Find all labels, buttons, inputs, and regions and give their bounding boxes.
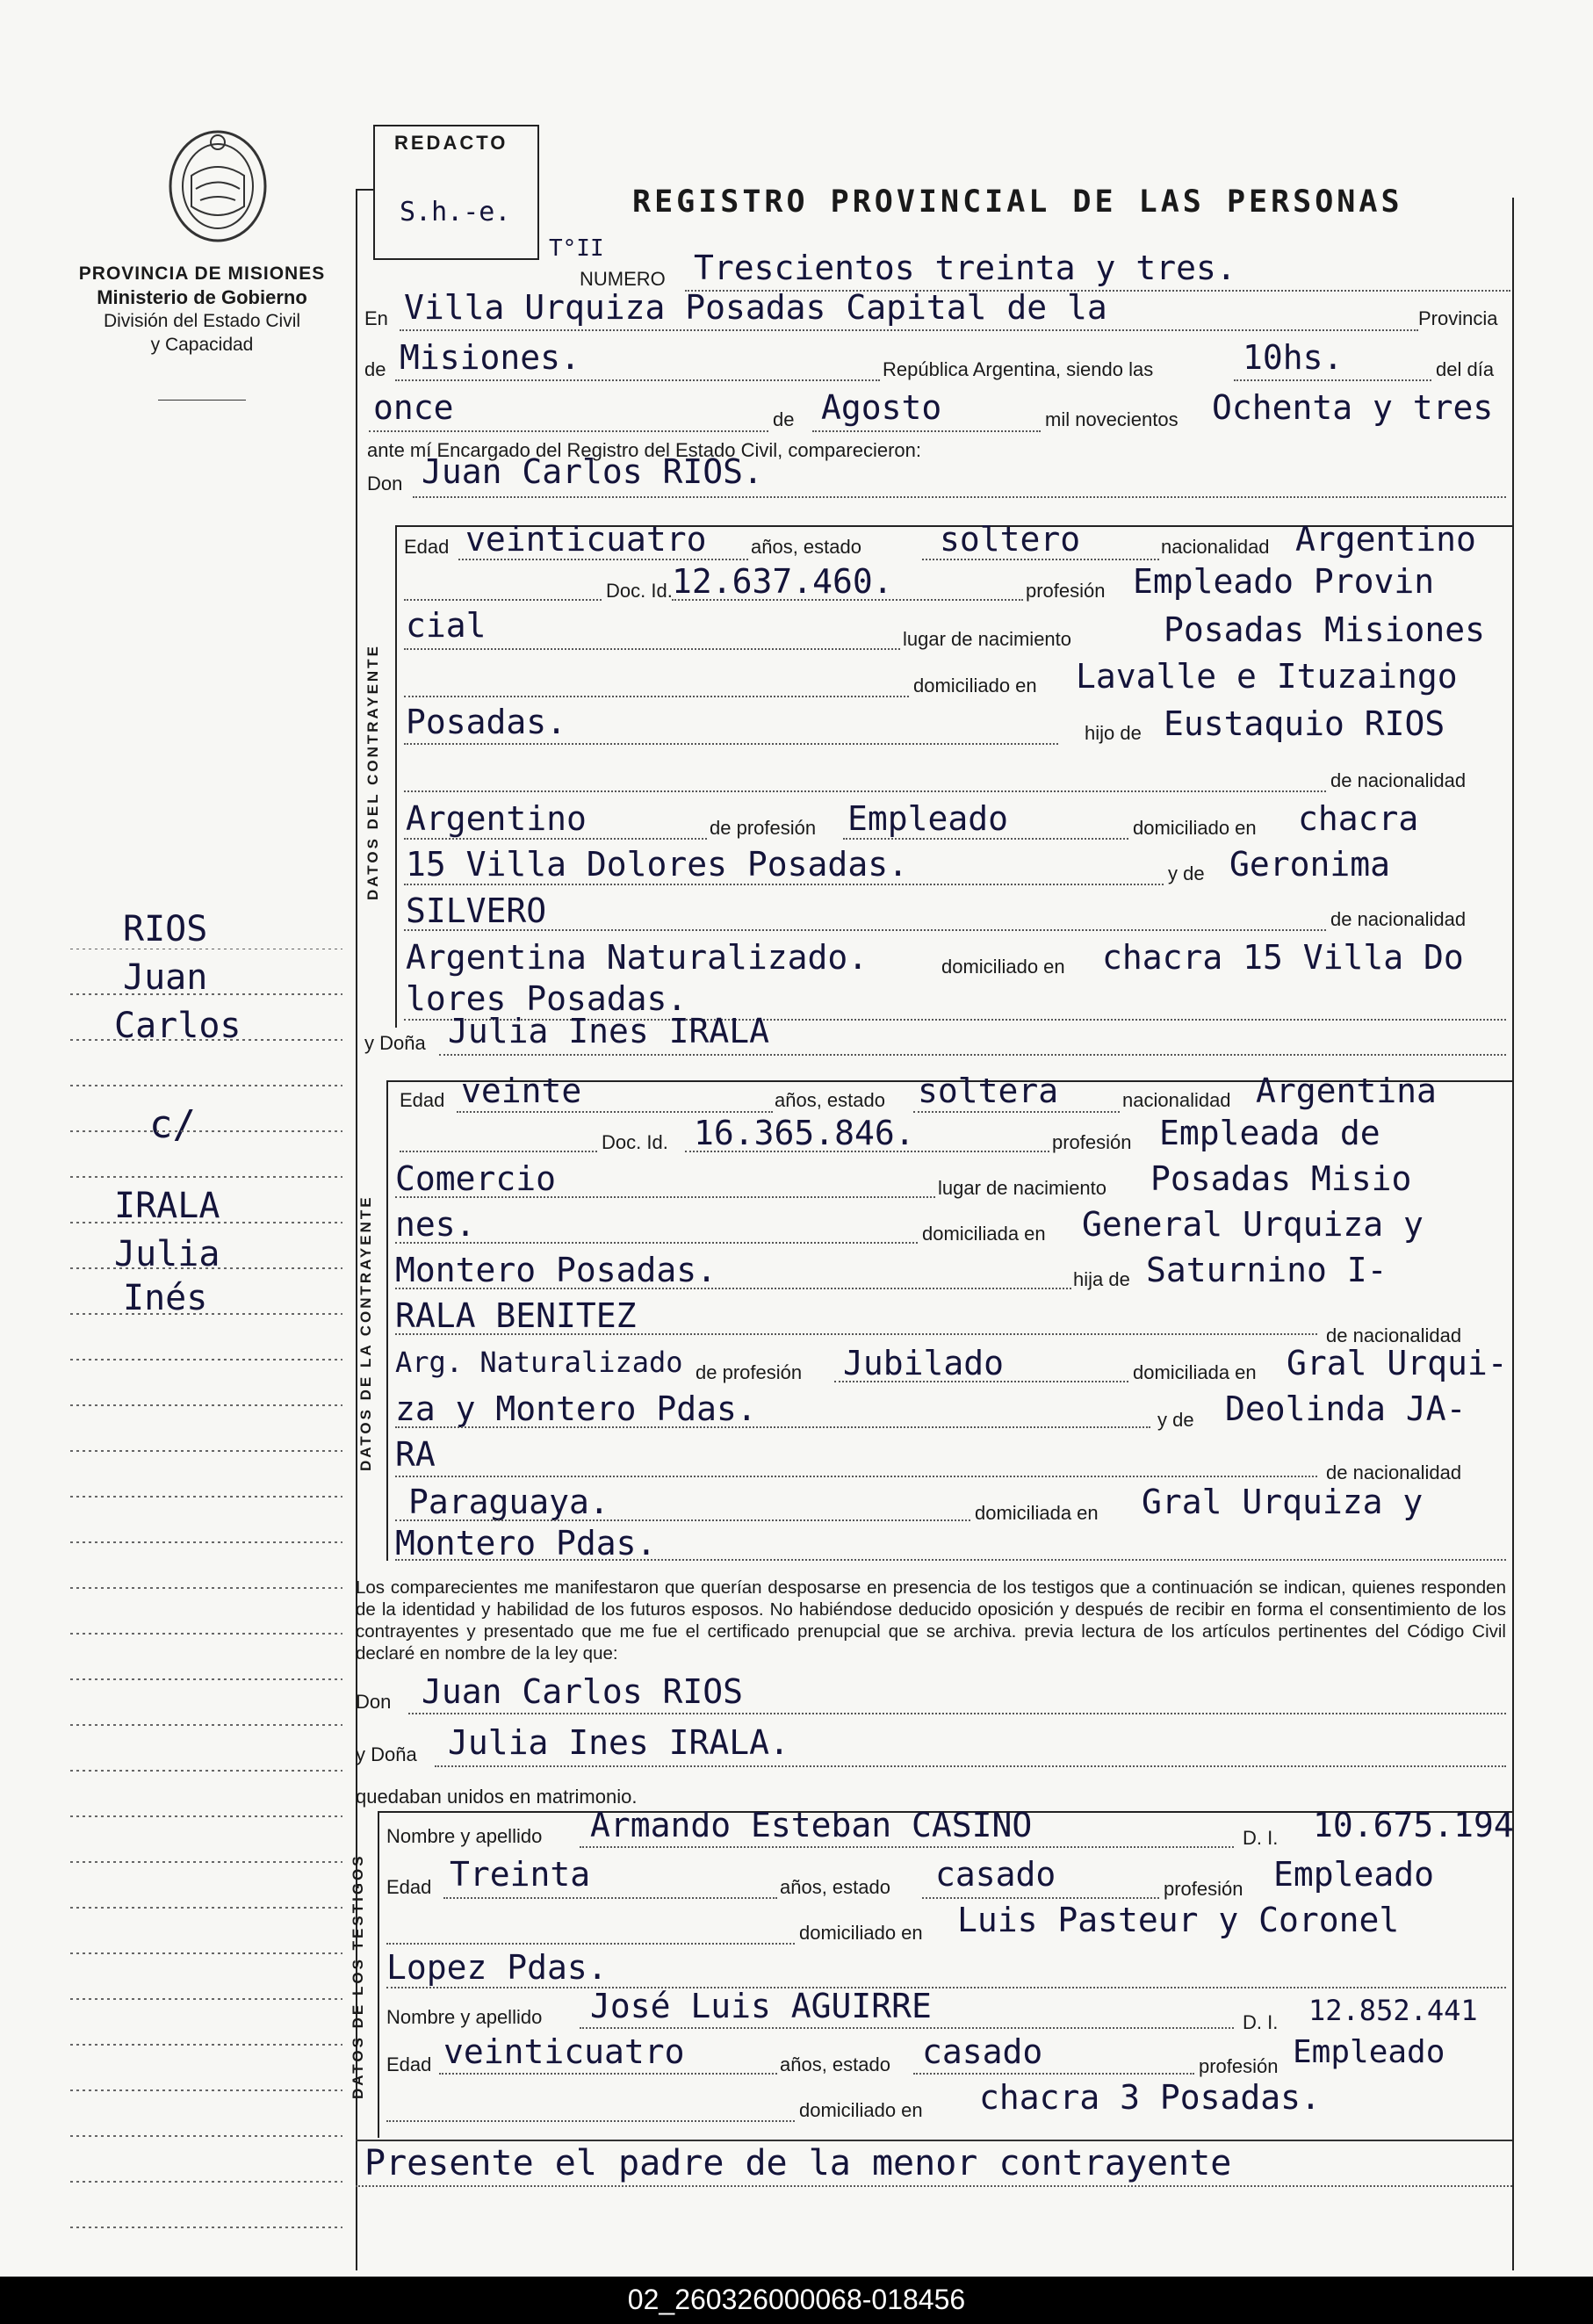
c1-doc-label: Doc. Id. bbox=[606, 580, 673, 602]
del-dia-label: del día bbox=[1436, 358, 1495, 380]
decl-don: Juan Carlos RIOS bbox=[422, 1672, 744, 1711]
c1-madre-dom2: lores Posadas. bbox=[406, 979, 688, 1018]
decl-quedaban: quedaban unidos en matrimonio. bbox=[356, 1786, 638, 1808]
c1-profesion: Empleado Provin bbox=[1133, 562, 1435, 601]
t1-dom-label: domiciliado en bbox=[799, 1922, 923, 1944]
testigos-section-label: DATOS DE LOS TESTIGOS bbox=[350, 1853, 366, 2099]
c1-madre-dom-label: domiciliado en bbox=[941, 956, 1065, 978]
c2-de-nac-label: de nacionalidad bbox=[1326, 1324, 1462, 1346]
margin-note-2: Juan bbox=[123, 957, 208, 998]
t2-prof: Empleado bbox=[1293, 2034, 1445, 2070]
c2-dom-label: domiciliada en bbox=[922, 1223, 1046, 1245]
c2-lugar-label: lugar de nacimiento bbox=[938, 1177, 1107, 1199]
division-line2: y Capacidad bbox=[150, 335, 254, 355]
c1-estado: soltero bbox=[940, 520, 1081, 559]
footer-id: 02_260326000068-018456 bbox=[627, 2284, 966, 2315]
c2-madre-dom: Gral Urquiza y bbox=[1142, 1483, 1424, 1521]
t1-dom2: Lopez Pdas. bbox=[386, 1948, 608, 1987]
testigos-bottom-rule bbox=[356, 2140, 1512, 2141]
c2-padre-nac: Arg. Naturalizado bbox=[395, 1346, 683, 1379]
c1-edad-label: Edad bbox=[404, 536, 450, 558]
c2-anios-label: años, estado bbox=[775, 1089, 885, 1111]
redacto-value: S.h.-e. bbox=[400, 197, 511, 227]
de-label: de bbox=[364, 358, 386, 380]
t2-edad-label: Edad bbox=[386, 2053, 432, 2075]
t2-prof-label: profesión bbox=[1199, 2055, 1279, 2077]
en-value: Villa Urquiza Posadas Capital de la bbox=[404, 288, 1107, 327]
t1-edad-label: Edad bbox=[386, 1876, 432, 1898]
tomo-note: T°II bbox=[549, 235, 604, 262]
ministry-name: Ministerio de Gobierno bbox=[97, 286, 307, 308]
c2-domicilio: General Urquiza y bbox=[1082, 1205, 1424, 1244]
c2-edad-label: Edad bbox=[400, 1089, 445, 1111]
t1-di-label: D. I. bbox=[1243, 1827, 1279, 1849]
c1-nacionalidad: Argentino bbox=[1295, 520, 1476, 559]
c2-edad: veinte bbox=[461, 1072, 582, 1110]
ante-label: ante mí Encargado del Registro del Estado Civil, comparecieron: bbox=[367, 439, 921, 461]
c1-anios-label: años, estado bbox=[751, 536, 861, 558]
c1-padre-prof: Empleado bbox=[847, 799, 1009, 838]
t1-dom: Luis Pasteur y Coronel bbox=[957, 1901, 1400, 1939]
c2-yde-label: y de bbox=[1157, 1409, 1194, 1431]
c2-padre: Saturnino I- bbox=[1146, 1251, 1388, 1289]
contrayente2-section-label: DATOS DE LA CONTRAYENTE bbox=[357, 1194, 374, 1471]
hora-value: 10hs. bbox=[1243, 338, 1344, 377]
redacto-box bbox=[373, 125, 539, 260]
provincia-value: Misiones. bbox=[400, 338, 580, 377]
c1-padre-dom2: 15 Villa Dolores Posadas. bbox=[406, 845, 908, 884]
c1-domicilio: Lavalle e Ituzaingo bbox=[1076, 657, 1458, 696]
margin-note-6: Julia bbox=[114, 1234, 220, 1274]
c1-doc: 12.637.460. bbox=[672, 562, 893, 601]
header-divider bbox=[158, 400, 246, 401]
t1-di: 10.675.194 bbox=[1313, 1806, 1514, 1844]
t2-di-label: D. I. bbox=[1243, 2011, 1279, 2033]
margin-note-3: Carlos bbox=[114, 1006, 241, 1046]
c2-madre-nac-label: de nacionalidad bbox=[1326, 1462, 1462, 1483]
c2-profesion: Empleada de bbox=[1159, 1114, 1380, 1152]
republica-label: República Argentina, siendo las bbox=[883, 358, 1154, 380]
t1-edad: Treinta bbox=[450, 1855, 591, 1894]
t2-anios-label: años, estado bbox=[780, 2053, 890, 2075]
c1-padre: Eustaquio RIOS bbox=[1164, 704, 1445, 743]
mes-value: Agosto bbox=[821, 388, 942, 427]
redacto-label: REDACTO bbox=[394, 132, 508, 154]
c2-madre-nac: Paraguaya. bbox=[408, 1483, 609, 1521]
provincia-label: Provincia bbox=[1418, 307, 1498, 329]
c1-edad: veinticuatro bbox=[465, 520, 707, 559]
c1-madre2: SILVERO bbox=[406, 891, 547, 930]
c1-madre: Geronima bbox=[1229, 845, 1391, 884]
c2-domicilio2: Montero Posadas. bbox=[395, 1251, 717, 1289]
c1-lugar: Posadas Misiones bbox=[1164, 610, 1486, 649]
decl-ydona-label: y Doña bbox=[356, 1743, 417, 1765]
c2-padre-dom2: za y Montero Pdas. bbox=[395, 1389, 757, 1428]
dia-value: once bbox=[373, 388, 454, 427]
coat-of-arms-seal bbox=[161, 123, 275, 255]
c2-estado: soltera bbox=[918, 1072, 1059, 1110]
c2-profesion2: Comercio bbox=[395, 1159, 557, 1198]
c1-nac-label: nacionalidad bbox=[1161, 536, 1270, 558]
don-value: Juan Carlos RIOS. bbox=[422, 452, 763, 491]
c2-de-prof-label: de profesión bbox=[696, 1361, 803, 1383]
t2-dom: chacra 3 Posadas. bbox=[979, 2078, 1321, 2117]
margin-note-7: Inés bbox=[123, 1278, 208, 1318]
c2-dom2-label: domiciliada en bbox=[1133, 1361, 1257, 1383]
anio-value: Ochenta y tres bbox=[1212, 388, 1494, 427]
c2-lugar2: nes. bbox=[395, 1205, 476, 1244]
c1-yde-label: y de bbox=[1168, 862, 1205, 884]
t1-nombre-label: Nombre y apellido bbox=[386, 1825, 543, 1847]
c1-hijo-label: hijo de bbox=[1085, 722, 1142, 744]
t2-dom-label: domiciliado en bbox=[799, 2099, 923, 2121]
c2-madre: Deolinda JA- bbox=[1225, 1389, 1467, 1428]
t1-prof-label: profesión bbox=[1164, 1878, 1243, 1900]
don-label: Don bbox=[367, 473, 403, 494]
footer-bar bbox=[0, 2277, 1593, 2324]
decl-don-label: Don bbox=[356, 1691, 392, 1713]
c1-lugar-label: lugar de nacimiento bbox=[903, 628, 1072, 650]
division-line1: División del Estado Civil bbox=[103, 311, 301, 331]
c1-prof-label: profesión bbox=[1026, 580, 1106, 602]
c2-nac-label: nacionalidad bbox=[1122, 1089, 1231, 1111]
c2-padre2: RALA BENITEZ bbox=[395, 1296, 637, 1335]
document-title: REGISTRO PROVINCIAL DE LAS PERSONAS bbox=[632, 184, 1403, 220]
c2-madre-dom2: Montero Pdas. bbox=[395, 1524, 657, 1563]
province-name: PROVINCIA DE MISIONES bbox=[78, 263, 326, 284]
c2-madre-dom-label: domiciliada en bbox=[975, 1502, 1099, 1524]
numero-value: Trescientos treinta y tres. bbox=[694, 249, 1236, 287]
t1-estado: casado bbox=[935, 1855, 1056, 1894]
closing-note: Presente el padre de la menor contrayente bbox=[364, 2143, 1232, 2183]
en-label: En bbox=[364, 307, 388, 329]
c1-dom-label: domiciliado en bbox=[913, 675, 1037, 696]
c2-doc: 16.365.846. bbox=[694, 1114, 915, 1152]
c1-de-prof-label: de profesión bbox=[710, 817, 817, 839]
t2-nombre-label: Nombre y apellido bbox=[386, 2006, 543, 2028]
c1-de-nac-label: de nacionalidad bbox=[1330, 769, 1467, 791]
t2-estado: casado bbox=[922, 2032, 1043, 2071]
c2-padre-prof: Jubilado bbox=[843, 1344, 1005, 1382]
decl-dona: Julia Ines IRALA. bbox=[448, 1723, 789, 1762]
t2-nombre: José Luis AGUIRRE bbox=[590, 1987, 932, 2025]
t1-nombre: Armando Esteban CASINO bbox=[590, 1806, 1033, 1844]
c1-dom2-label: domiciliado en bbox=[1133, 817, 1257, 839]
margin-note-4: c/ bbox=[149, 1102, 196, 1147]
margin-note-1: RIOS bbox=[123, 909, 208, 949]
c2-madre2: RA bbox=[395, 1435, 436, 1474]
c1-madre-dom: chacra 15 Villa Do bbox=[1102, 938, 1464, 977]
c1-madre-nac: Argentina Naturalizado. bbox=[406, 938, 869, 977]
declaration-text: Los comparecientes me manifestaron que querían desposarse en presencia de los testigos que a continuación se indican, quienes responden de la identidad y habilidad de los futuros esposos. No habiéndose deducido oposición y después de recibir en forma el consentimiento de los contrayentes y presentado que me fue el certificado prenupcial que se archiva. previa lectura de los artículos pertinentes del Código Civil declaré en nombre de la ley que: bbox=[356, 1577, 1506, 1664]
numero-label: NUMERO bbox=[580, 268, 666, 290]
ydona-label: y Doña bbox=[364, 1032, 426, 1054]
c1-padre-nac: Argentino bbox=[406, 799, 587, 838]
margin-guide-lines bbox=[70, 949, 351, 2248]
t1-anios-label: años, estado bbox=[780, 1876, 890, 1898]
c1-domicilio2: Posadas. bbox=[406, 703, 567, 741]
dona-value: Julia Ines IRALA bbox=[448, 1012, 770, 1050]
contrayente-section-label: DATOS DEL CONTRAYENTE bbox=[364, 644, 381, 900]
c1-padre-dom: chacra bbox=[1298, 799, 1419, 838]
t2-di: 12.852.441 bbox=[1308, 1994, 1478, 2027]
c1-madre-nac-label: de nacionalidad bbox=[1330, 908, 1467, 930]
c2-lugar: Posadas Misio bbox=[1150, 1159, 1412, 1198]
mil-label: mil novecientos bbox=[1045, 408, 1179, 430]
margin-note-5: IRALA bbox=[114, 1186, 220, 1226]
c2-prof-label: profesión bbox=[1052, 1131, 1132, 1153]
c2-nacionalidad: Argentina bbox=[1256, 1072, 1437, 1110]
t2-edad: veinticuatro bbox=[443, 2032, 685, 2071]
c1-profesion2: cial bbox=[406, 606, 487, 645]
main-frame-top bbox=[356, 189, 373, 191]
c2-padre-dom: Gral Urqui- bbox=[1287, 1344, 1508, 1382]
c2-hija-label: hija de bbox=[1073, 1268, 1130, 1290]
t1-prof: Empleado bbox=[1273, 1855, 1435, 1894]
c2-doc-label: Doc. Id. bbox=[602, 1131, 668, 1153]
de2-label: de bbox=[773, 408, 795, 430]
